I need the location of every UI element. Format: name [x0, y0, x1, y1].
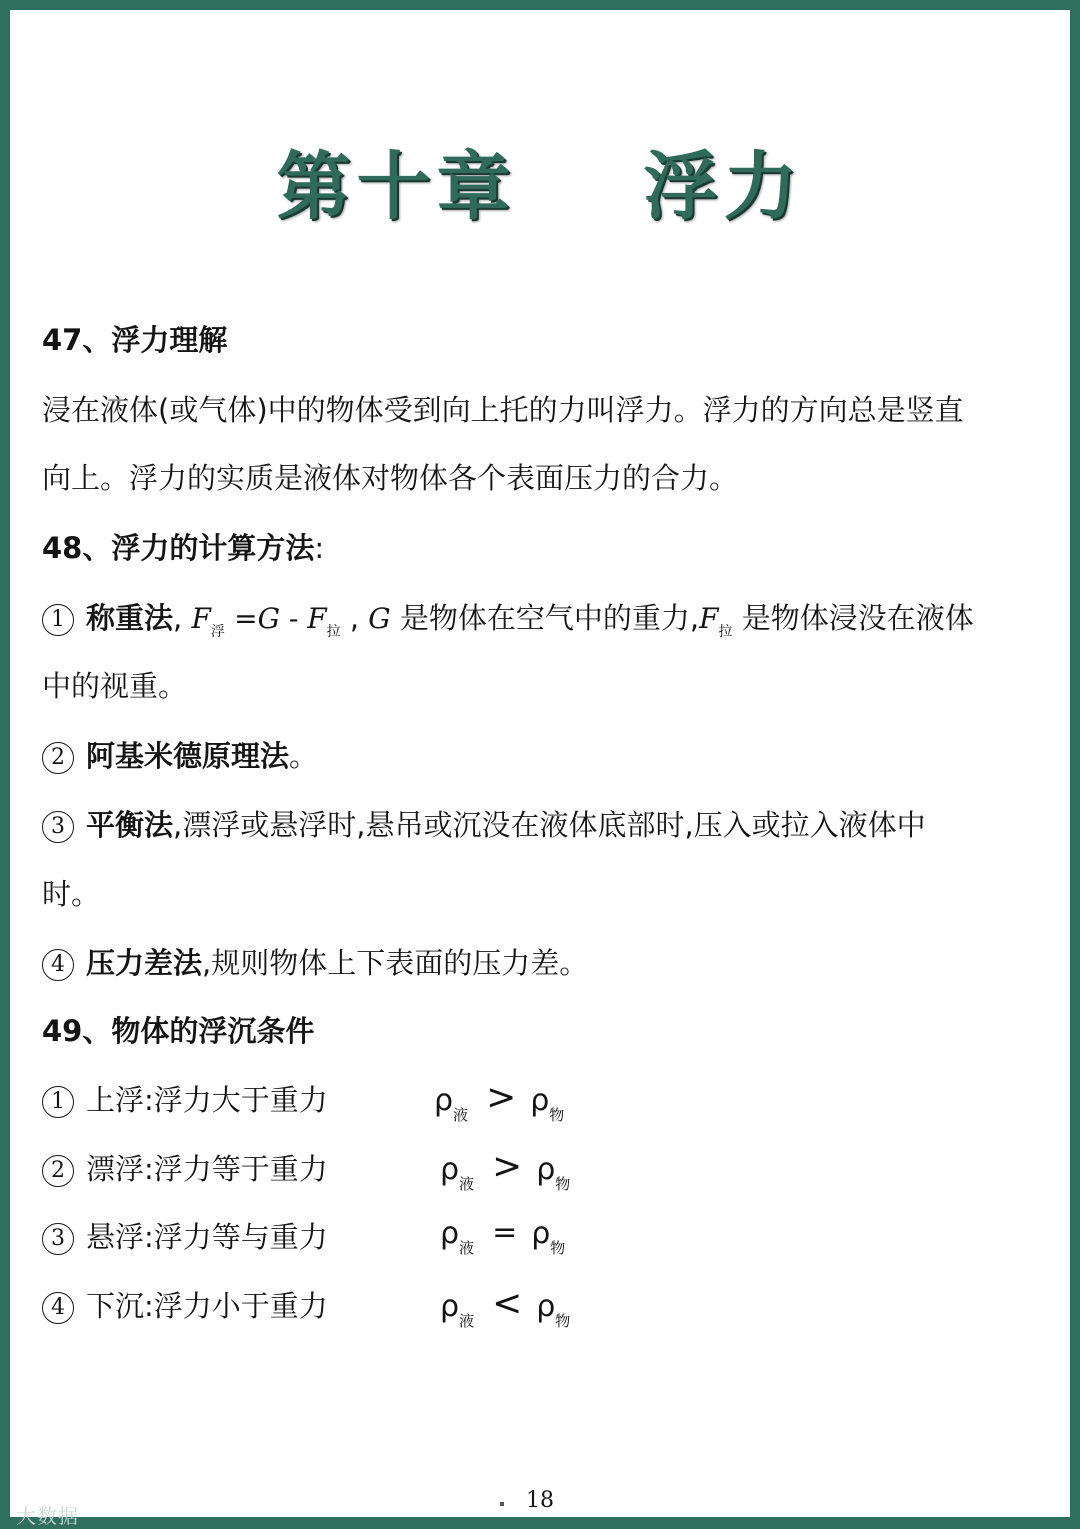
density-relation-1: $\rho_液 > \rho_物$	[434, 1077, 565, 1124]
section-48-colon: :	[314, 531, 325, 565]
circled-number-2: 2	[42, 1155, 74, 1187]
density-relation-2: $\rho_液 > \rho_物$	[440, 1146, 571, 1193]
method-1-name: 称重法	[86, 601, 174, 635]
formula-F-pull: $F_拉$	[307, 602, 341, 640]
formula-comma: ,	[340, 601, 360, 635]
condition-row-4	[42, 1288, 328, 1324]
method-4-name: 压力差法	[86, 946, 203, 980]
circled-number-2: 2	[42, 742, 74, 774]
condition-row-1	[42, 1082, 328, 1118]
method-3-name: 平衡法	[86, 808, 174, 842]
page-number: 18	[526, 1488, 554, 1513]
formula-F-pull-2: $F_拉$	[699, 602, 733, 640]
page-mark	[500, 1502, 504, 1506]
method-3-text: ,漂浮或悬浮时,悬吊或沉没在液体底部时,压入或拉入液体中	[173, 808, 926, 842]
formula-F-float: $F_浮$	[191, 602, 225, 640]
circled-number-1: 1	[42, 604, 74, 636]
method-3-continuation: 时。	[42, 877, 101, 911]
section-47-heading: 47、浮力理解	[42, 323, 228, 357]
formula-eq: =G -	[234, 602, 308, 635]
method-1-text-1: 是物体在空气中的重力,	[390, 601, 700, 635]
section-48-heading-row	[42, 530, 324, 566]
method-1-sep: ,	[173, 601, 183, 635]
circled-number-4: 4	[42, 1292, 74, 1324]
condition-row-3	[42, 1219, 328, 1255]
condition-label-3: 悬浮:浮力等与重力	[86, 1220, 328, 1254]
condition-label-1: 上浮:浮力大于重力	[86, 1083, 328, 1117]
method-2-end: 。	[289, 739, 319, 773]
method-2-row	[42, 738, 318, 774]
method-4-row	[42, 945, 588, 981]
density-relation-4: $\rho_液 < \rho_物$	[440, 1283, 571, 1330]
section-47-line-1: 浸在液体(或气体)中的物体受到向上托的力叫浮力。浮力的方向总是竖直	[42, 393, 964, 427]
condition-row-2	[42, 1151, 328, 1187]
method-1-row	[42, 600, 974, 650]
watermark: 大数据	[16, 1504, 79, 1528]
page	[10, 10, 1070, 1528]
chapter-title: 第十章 浮力	[276, 144, 804, 230]
circled-number-3: 3	[42, 811, 74, 843]
formula-G: G	[368, 602, 391, 635]
method-3-row	[42, 807, 926, 843]
method-2-name: 阿基米德原理法	[86, 739, 290, 773]
method-1-continuation: 中的视重。	[42, 669, 188, 703]
density-relation-3: $\rho_液 = \rho_物$	[440, 1215, 566, 1257]
condition-label-4: 下沉:浮力小于重力	[86, 1289, 328, 1323]
section-47-line-2: 向上。浮力的实质是液体对物体各个表面压力的合力。	[42, 461, 739, 495]
circled-number-4: 4	[42, 949, 74, 981]
section-49-heading: 49、物体的浮沉条件	[42, 1014, 315, 1048]
method-4-text: ,规则物体上下表面的压力差。	[202, 946, 589, 980]
section-48-heading: 48、浮力的计算方法	[42, 531, 315, 565]
condition-label-2: 漂浮:浮力等于重力	[86, 1152, 328, 1186]
circled-number-1: 1	[42, 1086, 74, 1118]
circled-number-3: 3	[42, 1223, 74, 1255]
method-1-text-2: 是物体浸没在液体	[732, 601, 974, 635]
